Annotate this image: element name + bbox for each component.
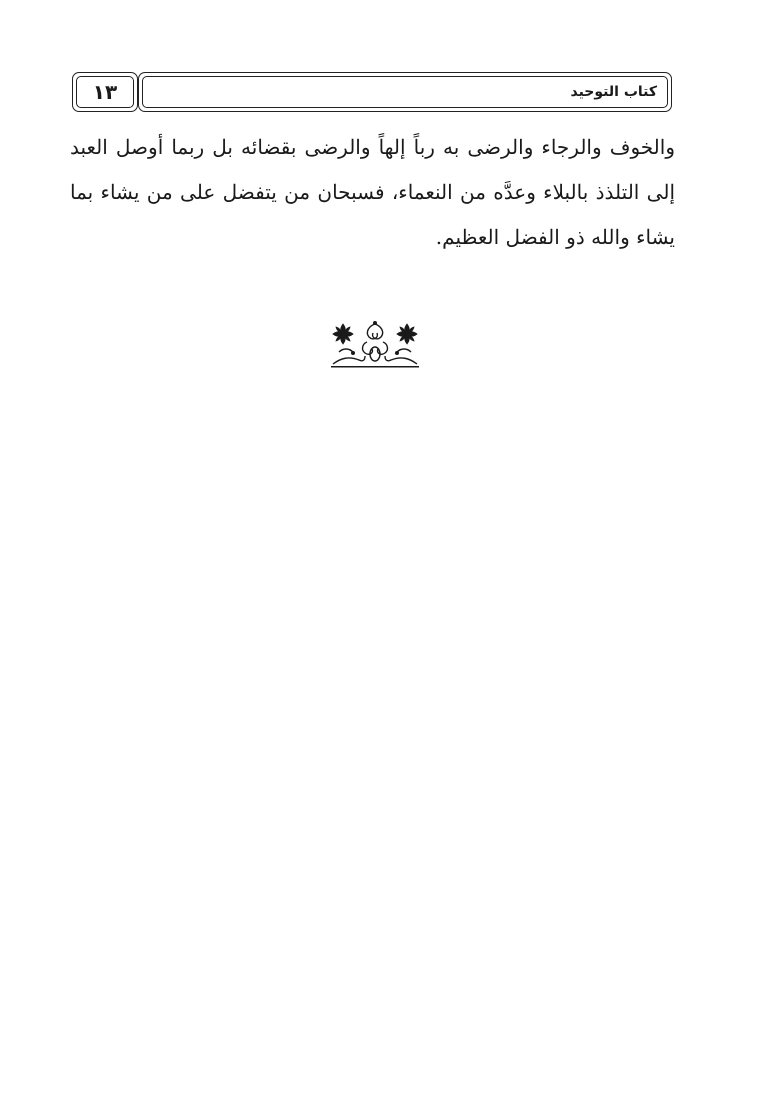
body-paragraph: والخوف والرجاء والرضى به رباً إلهاً والرضى بقضائه بل ربما أوصل العبد إلى التلذذ بالبلاء وعدَّه من النعماء، فسبحان من يتفضل على من يشاء بما يشاء والله ذو الفضل العظيم. — [70, 135, 675, 249]
floral-ornament-icon — [329, 320, 421, 368]
page-number: ١٣ — [92, 80, 118, 104]
page-number-frame — [72, 72, 138, 112]
body-text — [70, 125, 675, 260]
running-header-title: كتاب التوحيد — [570, 84, 657, 100]
running-header-frame — [138, 72, 672, 112]
